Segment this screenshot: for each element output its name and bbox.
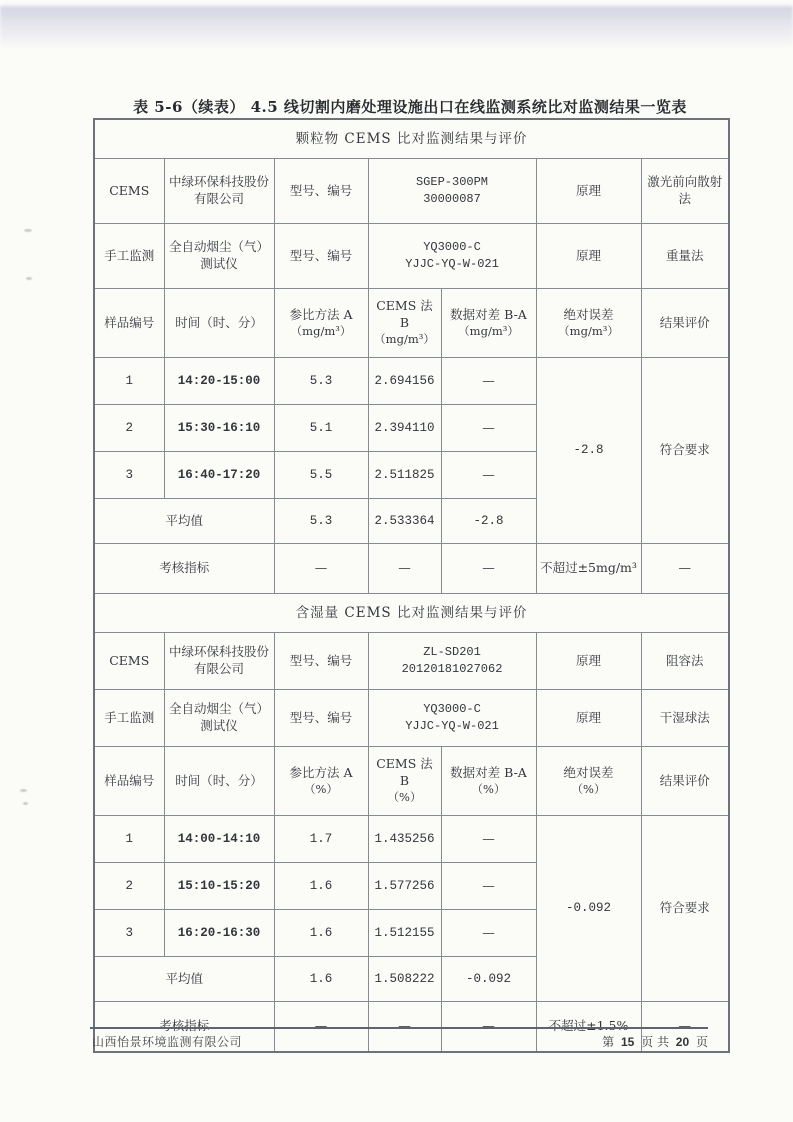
cems-label: CEMS (94, 159, 164, 224)
principle-label: 原理 (536, 690, 641, 747)
time-range: 14:20-15:00 (164, 358, 274, 405)
cems-info-row (94, 159, 729, 224)
cems-principle: 激光前向散射法 (641, 159, 729, 224)
cems-model-value (368, 159, 536, 224)
ref-value: 1.7 (274, 816, 368, 863)
sample-no: 3 (94, 452, 164, 499)
avg-cems: 2.533364 (368, 499, 441, 544)
assess-label: 考核指标 (94, 1002, 274, 1053)
time-range: 15:30-16:10 (164, 405, 274, 452)
data-row (94, 816, 729, 863)
model-line2: 30000087 (423, 192, 481, 206)
comparison-table (93, 118, 730, 1053)
assess-diff: — (441, 544, 536, 594)
time-range: 16:40-17:20 (164, 452, 274, 499)
col-result: 结果评价 (641, 289, 729, 358)
result-merged: 符合要求 (641, 816, 729, 1002)
scan-artifact-speck (23, 802, 28, 805)
average-label: 平均值 (94, 957, 274, 1002)
time-range: 14:00-14:10 (164, 816, 274, 863)
ref-value: 1.6 (274, 863, 368, 910)
assess-cems: — (368, 544, 441, 594)
time-range: 15:10-15:20 (164, 863, 274, 910)
col-diff-unit: （%） (471, 781, 506, 796)
col-abs: 绝对误差 （mg/m³） (536, 289, 641, 358)
col-abs: 绝对误差 （%） (536, 747, 641, 816)
manual-label: 手工监测 (94, 224, 164, 289)
footer-page-number (90, 1033, 708, 1050)
manual-model-value (368, 690, 536, 747)
assessment-row (94, 544, 729, 594)
manual-model-value (368, 224, 536, 289)
assess-cems: — (368, 1002, 441, 1053)
section-header-row (94, 594, 729, 633)
cems-value: 1.512155 (368, 910, 441, 957)
col-diff: 数据对差 B-A （%） (441, 747, 536, 816)
col-cems: CEMS 法 B （mg/m³） (368, 289, 441, 358)
page-label-part: 页 (695, 1035, 708, 1049)
principle-label: 原理 (536, 159, 641, 224)
diff-value: — (441, 452, 536, 499)
cems-value: 2.694156 (368, 358, 441, 405)
model-label: 型号、编号 (274, 159, 368, 224)
assess-abs-limit: 不超过±1.5% (536, 1002, 641, 1053)
diff-value: — (441, 816, 536, 863)
avg-ref: 1.6 (274, 957, 368, 1002)
diff-value: — (441, 910, 536, 957)
sample-no: 3 (94, 910, 164, 957)
model-label: 型号、编号 (274, 633, 368, 690)
col-cems-unit: （mg/m³） (374, 332, 435, 347)
principle-label: 原理 (536, 224, 641, 289)
footer-company-name: 山西怡景环境监测有限公司 (92, 1035, 243, 1049)
manual-info-row (94, 690, 729, 747)
col-ref-unit: （mg/m³） (290, 323, 352, 338)
col-ref: 参比方法 A （%） (274, 747, 368, 816)
assess-diff: — (441, 1002, 536, 1053)
average-label: 平均值 (94, 499, 274, 544)
assess-abs-limit: 不超过±5mg/m³ (536, 544, 641, 594)
col-sample: 样品编号 (94, 747, 164, 816)
avg-cems: 1.508222 (368, 957, 441, 1002)
col-abs-unit: （%） (571, 781, 606, 796)
ref-value: 5.5 (274, 452, 368, 499)
col-ref: 参比方法 A （mg/m³） (274, 289, 368, 358)
col-abs-unit: （mg/m³） (558, 323, 619, 338)
page-label-part: 第 (602, 1035, 615, 1049)
column-header-row (94, 289, 729, 358)
cems-value: 1.435256 (368, 816, 441, 863)
cems-value: 2.511825 (368, 452, 441, 499)
scan-artifact-speck (20, 789, 27, 792)
principle-label: 原理 (536, 633, 641, 690)
section-header-row (94, 119, 729, 159)
result-merged: 符合要求 (641, 358, 729, 544)
page-number-total: 20 (675, 1035, 690, 1049)
manual-principle: 干湿球法 (641, 690, 729, 747)
cems-value: 1.577256 (368, 863, 441, 910)
footer-divider (90, 1027, 708, 1029)
model-line1: YQ3000-C (423, 702, 481, 717)
cems-vendor: 中绿环保科技股份有限公司 (164, 159, 274, 224)
avg-diff: -2.8 (441, 499, 536, 544)
assess-label: 考核指标 (94, 544, 274, 594)
avg-ref: 5.3 (274, 499, 368, 544)
col-diff-unit: （mg/m³） (458, 323, 519, 338)
model-label: 型号、编号 (274, 690, 368, 747)
col-cems: CEMS 法 B （%） (368, 747, 441, 816)
col-cems-unit: （%） (387, 790, 422, 805)
model-line1: YQ3000-C (423, 240, 481, 255)
col-diff: 数据对差 B-A （mg/m³） (441, 289, 536, 358)
table-title: 表 5-6（续表） 4.5 线切割内磨处理设施出口在线监测系统比对监测结果一览表 (133, 98, 687, 116)
sample-no: 1 (94, 358, 164, 405)
cems-vendor: 中绿环保科技股份有限公司 (164, 633, 274, 690)
data-row (94, 358, 729, 405)
assess-result: — (641, 544, 729, 594)
assess-ref: — (274, 1002, 368, 1053)
model-line1: ZL-SD201 (423, 645, 481, 660)
ref-value: 5.3 (274, 358, 368, 405)
sample-no: 2 (94, 863, 164, 910)
col-ref-unit: （%） (304, 781, 338, 796)
manual-label: 手工监测 (94, 690, 164, 747)
model-line2: YJJC-YQ-W-021 (405, 257, 499, 271)
scan-artifact-top-band (0, 6, 793, 48)
section-title-moisture: 含湿量 CEMS 比对监测结果与评价 (94, 594, 729, 633)
cems-info-row (94, 633, 729, 690)
cems-value: 2.394110 (368, 405, 441, 452)
sample-no: 2 (94, 405, 164, 452)
column-header-row (94, 747, 729, 816)
abs-error-merged: -2.8 (536, 358, 641, 544)
cems-label: CEMS (94, 633, 164, 690)
section-title-pm: 颗粒物 CEMS 比对监测结果与评价 (94, 119, 729, 159)
model-line2: 20120181027062 (401, 662, 503, 676)
abs-error-merged: -0.092 (536, 816, 641, 1002)
diff-value: — (441, 358, 536, 405)
assess-result: — (641, 1002, 729, 1053)
page-number-current: 15 (620, 1035, 635, 1049)
page-label-part: 页 共 (641, 1035, 669, 1049)
scan-artifact-speck (26, 277, 32, 280)
col-time: 时间（时、分） (164, 747, 274, 816)
assess-ref: — (274, 544, 368, 594)
ref-value: 1.6 (274, 910, 368, 957)
manual-principle: 重量法 (641, 224, 729, 289)
sample-no: 1 (94, 816, 164, 863)
ref-value: 5.1 (274, 405, 368, 452)
col-sample: 样品编号 (94, 289, 164, 358)
diff-value: — (441, 863, 536, 910)
col-time: 时间（时、分） (164, 289, 274, 358)
manual-vendor: 全自动烟尘（气）测试仪 (164, 690, 274, 747)
avg-diff: -0.092 (441, 957, 536, 1002)
manual-info-row (94, 224, 729, 289)
model-label: 型号、编号 (274, 224, 368, 289)
cems-principle: 阻容法 (641, 633, 729, 690)
col-result: 结果评价 (641, 747, 729, 816)
cems-model-value (368, 633, 536, 690)
diff-value: — (441, 405, 536, 452)
time-range: 16:20-16:30 (164, 910, 274, 957)
model-line1: SGEP-300PM (415, 175, 488, 190)
manual-vendor: 全自动烟尘（气）测试仪 (164, 224, 274, 289)
model-line2: YJJC-YQ-W-021 (405, 719, 499, 733)
scan-artifact-speck (24, 229, 32, 232)
